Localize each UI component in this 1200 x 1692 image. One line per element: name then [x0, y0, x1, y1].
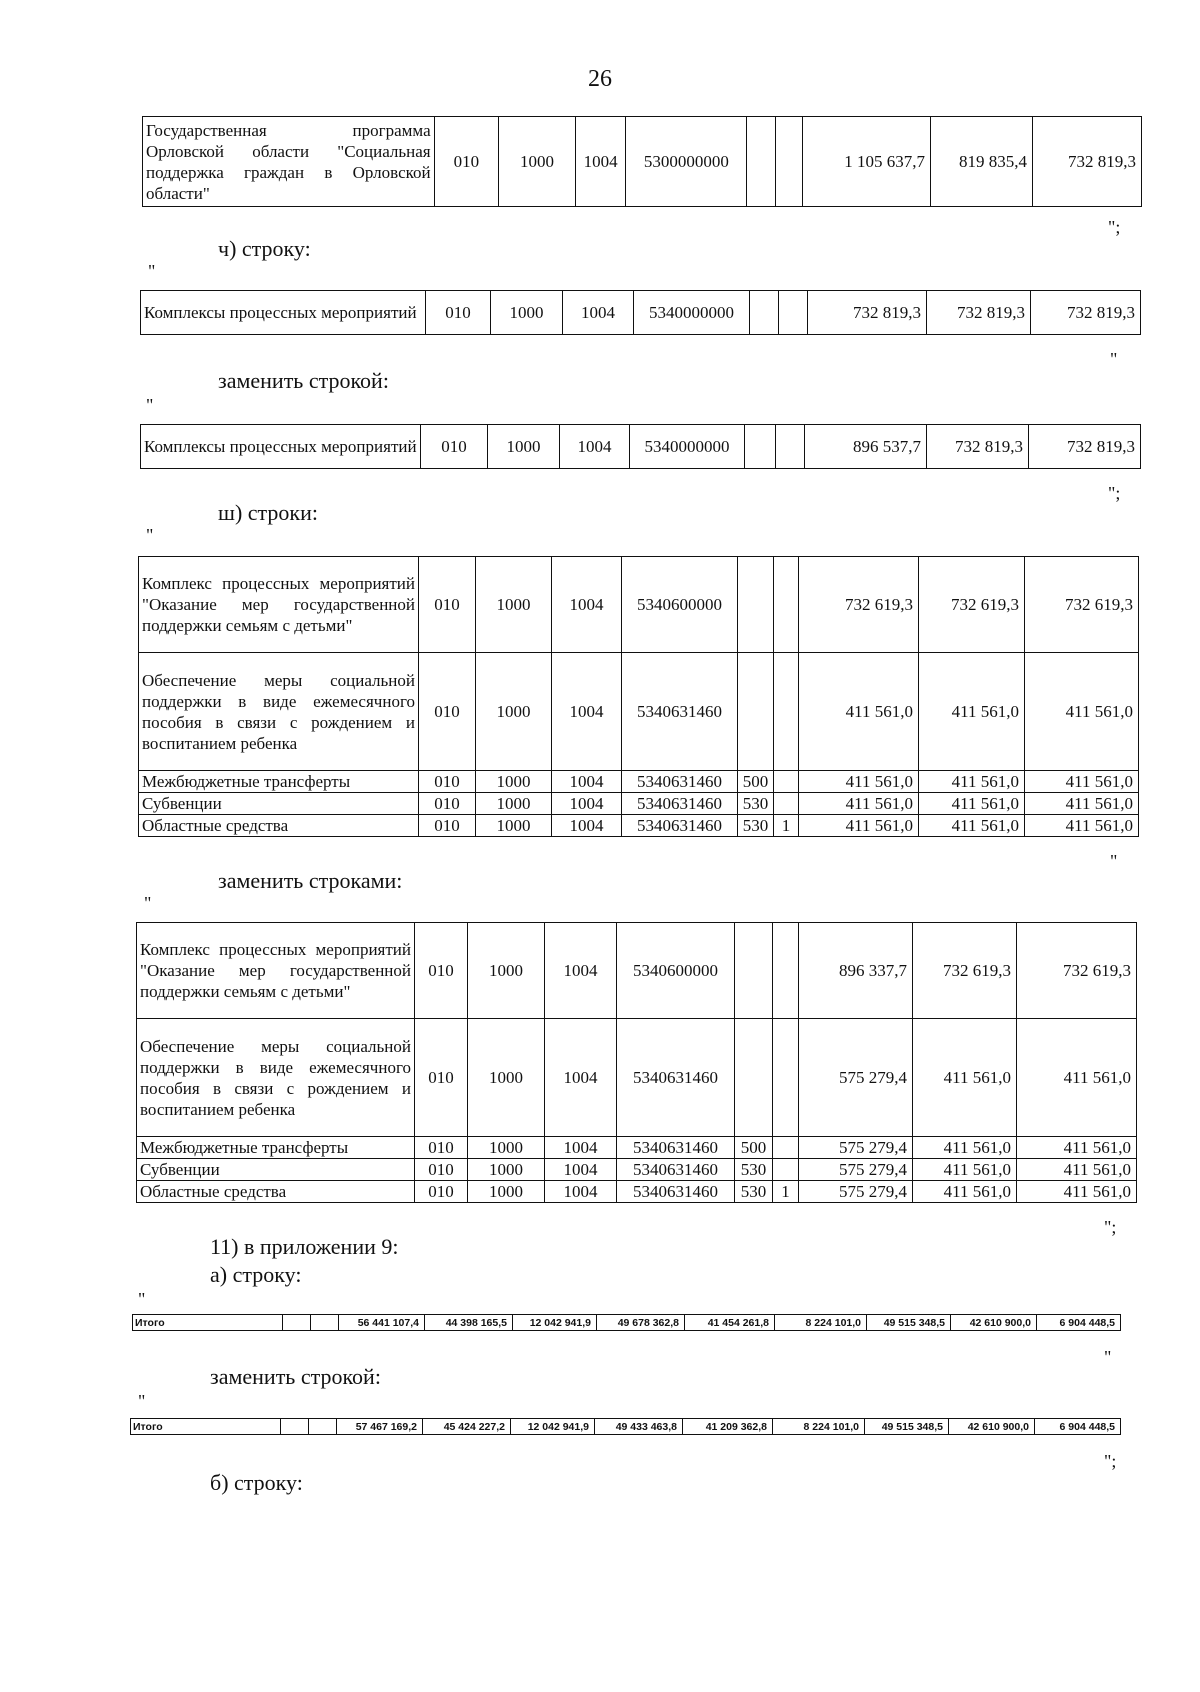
cell-pr: 1004 [563, 291, 634, 335]
cell-csr: 5340631460 [617, 1137, 735, 1159]
total-value: 42 610 900,0 [951, 1315, 1037, 1331]
cell-csr: 5340600000 [617, 923, 735, 1019]
table-row [139, 793, 1139, 815]
total-value: 12 042 941,9 [513, 1315, 597, 1331]
cell-csr: 5340631460 [617, 1159, 735, 1181]
cell-value-3: 411 561,0 [1017, 1137, 1137, 1159]
total-value: 41 454 261,8 [685, 1315, 775, 1331]
cell-gr: 010 [415, 1137, 468, 1159]
cell-pr: 1004 [545, 1019, 617, 1137]
total-value: 12 042 941,9 [511, 1419, 595, 1435]
opening-quote: " [144, 893, 152, 913]
cell-gr: 010 [434, 117, 499, 207]
cell-value-2: 411 561,0 [919, 653, 1025, 771]
cell-pr: 1004 [545, 1181, 617, 1203]
heading-ch: ч) строку: [218, 236, 311, 261]
cell-rz: 1000 [488, 425, 560, 469]
empty-cell [283, 1315, 311, 1331]
total-value: 6 904 448,5 [1037, 1315, 1121, 1331]
cell-value-3: 732 819,3 [1032, 117, 1141, 207]
cell-csr: 5340000000 [634, 291, 750, 335]
total-value: 49 678 362,8 [597, 1315, 685, 1331]
cell-csr: 5340631460 [617, 1019, 735, 1137]
table-row [139, 771, 1139, 793]
cell-vr: 530 [735, 1159, 773, 1181]
cell-csr: 5340631460 [622, 793, 738, 815]
budget-table-old-row [140, 290, 1141, 335]
cell-src [774, 557, 799, 653]
cell-pr: 1004 [552, 815, 622, 837]
closing-quote: "; [1108, 483, 1121, 503]
cell-csr: 5340000000 [630, 425, 745, 469]
table-row [131, 1419, 1121, 1435]
row-name: Межбюджетные трансферты [137, 1137, 415, 1159]
closing-quote: " [1110, 349, 1118, 369]
row-name: Субвенции [137, 1159, 415, 1181]
cell-vr [735, 1019, 773, 1137]
cell-value-3: 411 561,0 [1025, 653, 1139, 771]
row-name: Областные средства [137, 1181, 415, 1203]
row-name: Субвенции [139, 793, 419, 815]
cell-vr [738, 653, 774, 771]
cell-value-1: 411 561,0 [799, 815, 919, 837]
cell-src [776, 425, 805, 469]
cell-value-3: 411 561,0 [1017, 1019, 1137, 1137]
cell-value-2: 819 835,4 [931, 117, 1033, 207]
table-row [137, 1181, 1137, 1203]
cell-pr: 1004 [552, 793, 622, 815]
closing-quote: " [1104, 1347, 1112, 1367]
cell-pr: 1004 [545, 923, 617, 1019]
total-value: 49 515 348,5 [867, 1315, 951, 1331]
cell-value-1: 411 561,0 [799, 793, 919, 815]
cell-rz: 1000 [476, 793, 552, 815]
cell-value-3: 732 619,3 [1017, 923, 1137, 1019]
cell-gr: 010 [415, 923, 468, 1019]
cell-vr [745, 425, 776, 469]
cell-csr: 5340631460 [622, 815, 738, 837]
empty-cell [311, 1315, 339, 1331]
cell-csr: 5340600000 [622, 557, 738, 653]
total-value: 41 209 362,8 [683, 1419, 773, 1435]
cell-pr: 1004 [560, 425, 630, 469]
table-row [137, 923, 1137, 1019]
total-value: 57 467 169,2 [337, 1419, 423, 1435]
total-value: 42 610 900,0 [949, 1419, 1035, 1435]
table-row [139, 815, 1139, 837]
cell-rz: 1000 [468, 1181, 545, 1203]
row-name: Комплекс процессных мероприятий "Оказание мер государственной поддержки семьям с детьми" [139, 557, 419, 653]
cell-vr: 530 [735, 1181, 773, 1203]
cell-src [774, 793, 799, 815]
cell-rz: 1000 [476, 653, 552, 771]
table-row [137, 1159, 1137, 1181]
empty-cell [309, 1419, 337, 1435]
cell-src [774, 771, 799, 793]
row-name: Комплексы процессных мероприятий [141, 291, 426, 335]
cell-value-1: 575 279,4 [799, 1159, 913, 1181]
cell-vr: 530 [738, 793, 774, 815]
cell-pr: 1004 [545, 1159, 617, 1181]
total-value: 44 398 165,5 [425, 1315, 513, 1331]
cell-value-3: 411 561,0 [1025, 815, 1139, 837]
opening-quote: " [148, 261, 156, 281]
cell-gr: 010 [415, 1181, 468, 1203]
cell-src [773, 923, 799, 1019]
cell-value-1: 411 561,0 [799, 653, 919, 771]
page-number: 26 [588, 66, 612, 92]
cell-value-1: 1 105 637,7 [802, 117, 930, 207]
cell-src [775, 117, 802, 207]
cell-value-1: 575 279,4 [799, 1137, 913, 1159]
cell-value-2: 732 819,3 [927, 425, 1029, 469]
cell-rz: 1000 [476, 771, 552, 793]
cell-vr: 530 [738, 815, 774, 837]
closing-quote: "; [1104, 1217, 1117, 1237]
cell-value-1: 411 561,0 [799, 771, 919, 793]
cell-value-1: 896 537,7 [805, 425, 927, 469]
cell-src [773, 1019, 799, 1137]
cell-value-2: 411 561,0 [913, 1137, 1017, 1159]
total-label: Итого [131, 1419, 281, 1435]
cell-pr: 1004 [552, 653, 622, 771]
cell-value-2: 732 819,3 [927, 291, 1031, 335]
cell-value-3: 732 819,3 [1031, 291, 1141, 335]
table-row [141, 425, 1141, 469]
cell-value-1: 575 279,4 [799, 1019, 913, 1137]
cell-value-3: 411 561,0 [1017, 1181, 1137, 1203]
cell-vr: 500 [735, 1137, 773, 1159]
heading-replace-row: заменить строкой: [210, 1364, 381, 1389]
cell-gr: 010 [419, 771, 476, 793]
heading-replace-row: заменить строкой: [218, 368, 389, 393]
total-value: 56 441 107,4 [339, 1315, 425, 1331]
heading-replace-rows: заменить строками: [218, 868, 403, 893]
closing-quote: " [1110, 851, 1118, 871]
total-value: 8 224 101,0 [773, 1419, 865, 1435]
row-name: Комплексы процессных мероприятий [141, 425, 421, 469]
cell-value-1: 732 619,3 [799, 557, 919, 653]
cell-src [773, 1159, 799, 1181]
cell-value-1: 732 819,3 [808, 291, 927, 335]
cell-value-2: 732 619,3 [913, 923, 1017, 1019]
cell-rz: 1000 [499, 117, 576, 207]
cell-gr: 010 [415, 1159, 468, 1181]
cell-gr: 010 [419, 653, 476, 771]
cell-csr: 5340631460 [622, 653, 738, 771]
cell-rz: 1000 [468, 1137, 545, 1159]
cell-pr: 1004 [575, 117, 625, 207]
cell-vr: 500 [738, 771, 774, 793]
cell-csr: 5340631460 [617, 1181, 735, 1203]
cell-src [773, 1137, 799, 1159]
heading-appendix-9: 11) в приложении 9: [210, 1234, 399, 1259]
budget-table-new-row [140, 424, 1141, 469]
cell-rz: 1000 [468, 923, 545, 1019]
cell-pr: 1004 [552, 557, 622, 653]
cell-value-3: 732 819,3 [1029, 425, 1141, 469]
cell-gr: 010 [419, 557, 476, 653]
cell-src [779, 291, 808, 335]
cell-vr [738, 557, 774, 653]
table-row [139, 653, 1139, 771]
heading-sh: ш) строки: [218, 500, 318, 525]
heading-b: б) строку: [210, 1470, 303, 1495]
cell-value-3: 732 619,3 [1025, 557, 1139, 653]
opening-quote: " [146, 395, 154, 415]
cell-src [774, 653, 799, 771]
cell-value-2: 411 561,0 [919, 815, 1025, 837]
cell-gr: 010 [419, 793, 476, 815]
budget-table-state-program [142, 116, 1142, 207]
cell-value-3: 411 561,0 [1025, 793, 1139, 815]
closing-quote: "; [1104, 1451, 1117, 1471]
cell-csr: 5300000000 [626, 117, 747, 207]
total-value: 49 515 348,5 [865, 1419, 949, 1435]
row-name: Обеспечение меры социальной поддержки в виде ежемесячного пособия в связи с рождением и воспитанием ребенка [139, 653, 419, 771]
cell-value-3: 411 561,0 [1017, 1159, 1137, 1181]
cell-value-2: 411 561,0 [913, 1019, 1017, 1137]
cell-rz: 1000 [468, 1159, 545, 1181]
cell-pr: 1004 [552, 771, 622, 793]
cell-gr: 010 [421, 425, 488, 469]
table-row [143, 117, 1142, 207]
cell-rz: 1000 [476, 815, 552, 837]
row-name: Обеспечение меры социальной поддержки в виде ежемесячного пособия в связи с рождением и воспитанием ребенка [137, 1019, 415, 1137]
cell-value-3: 411 561,0 [1025, 771, 1139, 793]
empty-cell [281, 1419, 309, 1435]
table-row [141, 291, 1141, 335]
cell-value-2: 411 561,0 [919, 793, 1025, 815]
table-row [139, 557, 1139, 653]
cell-vr [747, 117, 775, 207]
cell-gr: 010 [426, 291, 491, 335]
row-name: Комплекс процессных мероприятий "Оказание мер государственной поддержки семьям с детьми" [137, 923, 415, 1019]
appendix9-total-old [132, 1314, 1121, 1331]
total-value: 8 224 101,0 [775, 1315, 867, 1331]
cell-value-1: 575 279,4 [799, 1181, 913, 1203]
cell-value-2: 411 561,0 [919, 771, 1025, 793]
table-row [137, 1019, 1137, 1137]
table-row [137, 1137, 1137, 1159]
budget-table-old-rows [138, 556, 1139, 837]
cell-src: 1 [774, 815, 799, 837]
opening-quote: " [146, 525, 154, 545]
total-value: 45 424 227,2 [423, 1419, 511, 1435]
cell-rz: 1000 [476, 557, 552, 653]
opening-quote: " [138, 1391, 146, 1411]
budget-table-new-rows [136, 922, 1137, 1203]
row-name: Областные средства [139, 815, 419, 837]
cell-gr: 010 [419, 815, 476, 837]
closing-quote: "; [1108, 217, 1121, 237]
cell-rz: 1000 [468, 1019, 545, 1137]
row-name: Межбюджетные трансферты [139, 771, 419, 793]
total-value: 6 904 448,5 [1035, 1419, 1121, 1435]
cell-rz: 1000 [491, 291, 563, 335]
cell-gr: 010 [415, 1019, 468, 1137]
total-label: Итого [133, 1315, 283, 1331]
cell-value-2: 411 561,0 [913, 1181, 1017, 1203]
total-value: 49 433 463,8 [595, 1419, 683, 1435]
cell-csr: 5340631460 [622, 771, 738, 793]
appendix9-total-new [130, 1418, 1121, 1435]
cell-pr: 1004 [545, 1137, 617, 1159]
cell-value-2: 411 561,0 [913, 1159, 1017, 1181]
cell-src: 1 [773, 1181, 799, 1203]
row-name: Государственная программа Орловской области "Социальная поддержка граждан в Орловской области" [143, 117, 435, 207]
table-row [133, 1315, 1121, 1331]
cell-value-1: 896 337,7 [799, 923, 913, 1019]
opening-quote: " [138, 1289, 146, 1309]
cell-vr [735, 923, 773, 1019]
cell-value-2: 732 619,3 [919, 557, 1025, 653]
heading-a: а) строку: [210, 1262, 302, 1287]
cell-vr [750, 291, 779, 335]
